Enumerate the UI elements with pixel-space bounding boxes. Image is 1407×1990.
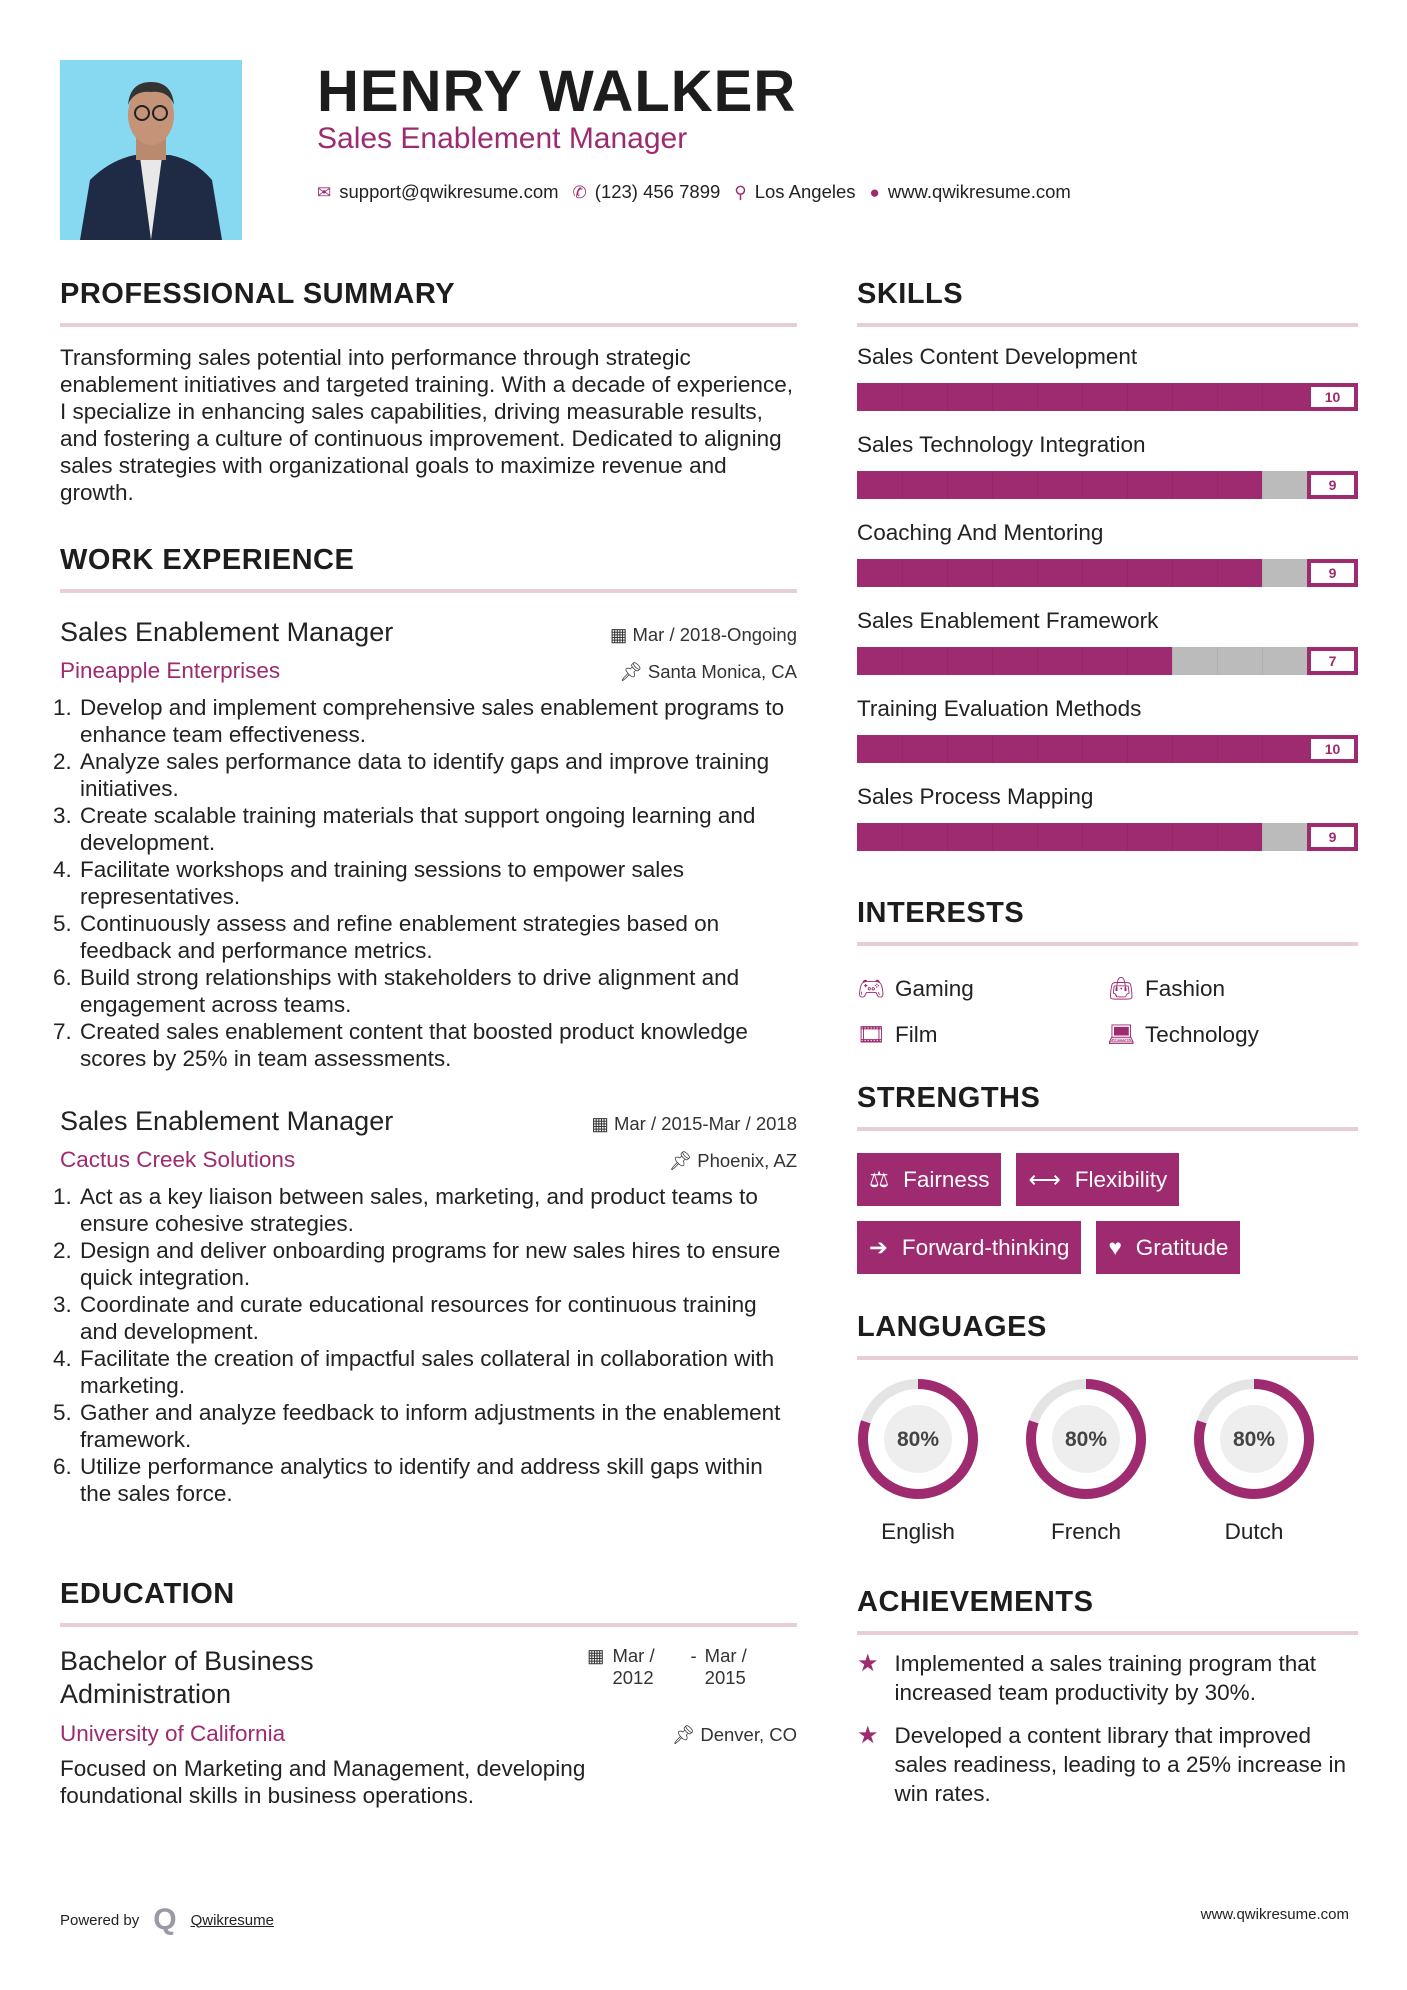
skill-fill (857, 559, 1262, 587)
skill-item (857, 605, 1358, 693)
duty-item: 4. Facilitate workshops and training sessions to empower sales representatives. (78, 856, 797, 910)
bar-segment (1217, 823, 1218, 851)
envelope-icon: ✉ (317, 183, 332, 202)
skill-track (857, 823, 1307, 851)
pin-icon: 📌︎ (668, 1150, 698, 1171)
divider (857, 323, 1358, 327)
bar-segment (992, 647, 993, 675)
skill-name: Coaching And Mentoring (857, 520, 1104, 545)
interest-item (1107, 966, 1357, 1012)
skill-name: Sales Content Development (857, 344, 1138, 369)
bar-segment (1082, 823, 1083, 851)
shooting-star-icon: ★ (857, 1650, 879, 1677)
bar-segment (1262, 823, 1263, 851)
bar-segment (1127, 559, 1128, 587)
bar-segment (947, 735, 948, 763)
location-text: Santa Monica, CA (647, 661, 797, 682)
bar-segment (1127, 823, 1128, 851)
skill-bar (857, 559, 1358, 587)
bar-segment (902, 471, 903, 499)
duty-item: 1. Act as a key liaison between sales, marketing, and product teams to ensure cohesive strategies. (78, 1183, 797, 1237)
duty-item: 6. Utilize performance analytics to identify and address skill gaps within the sales force. (78, 1453, 797, 1507)
duty-item: 7. Created sales enablement content that boosted product knowledge scores by 25% in team assessments. (78, 1018, 797, 1072)
bar-segment (1037, 383, 1038, 411)
phone-icon: ✆ (572, 183, 587, 202)
map-pin-icon: ⚲ (734, 183, 747, 202)
skill-bar (857, 823, 1358, 851)
skill-name: Sales Technology Integration (857, 432, 1146, 457)
bar-segment (1217, 647, 1218, 675)
school-name: University of California (60, 1721, 286, 1746)
bar-segment (1217, 735, 1218, 763)
skill-bar (857, 647, 1358, 675)
achievement-item (857, 1649, 1358, 1707)
language-donut (857, 1378, 979, 1500)
bar-segment (1082, 735, 1083, 763)
divider (857, 942, 1358, 946)
bar-segment (1172, 471, 1173, 499)
language-name: Dutch (1224, 1519, 1284, 1544)
arrows-horizontal-icon: ⟷ (1028, 1166, 1061, 1192)
section-heading: ACHIEVEMENTS (857, 1586, 1094, 1618)
job-title: Sales Enablement Manager (60, 617, 394, 647)
language-name: French (1050, 1519, 1122, 1544)
contact-text: Los Angeles (754, 181, 856, 202)
qwikresume-link[interactable]: Qwikresume (190, 1911, 274, 1929)
duty-item: 3. Coordinate and curate educational resources for continuous training and development. (78, 1291, 797, 1345)
skill-item (857, 341, 1358, 429)
skill-value: 10 (1307, 735, 1358, 763)
laptop-icon: 💻︎ (1107, 1022, 1136, 1047)
duty-item: 2. Analyze sales performance data to identify gaps and improve training initiatives. (78, 748, 797, 802)
strength-chip (1096, 1221, 1240, 1274)
language-item (1193, 1378, 1315, 1545)
summary-text: Transforming sales potential into performance through strategic enablement initiatives and targeted training. With a decade of experience, I specialize in enhancing sales capabilities, driving measurable results, and fostering a culture of continuous improvement. Dedicated to aligning sales strategies with organizational goals to maximize revenue and growth. (60, 345, 793, 505)
company-name: Cactus Creek Solutions (60, 1147, 296, 1172)
bar-segment (1037, 471, 1038, 499)
skill-name: Sales Enablement Framework (857, 608, 1159, 633)
bar-segment (1172, 383, 1173, 411)
bar-segment (1082, 559, 1083, 587)
bar-segment (1037, 823, 1038, 851)
bar-segment (992, 471, 993, 499)
interest-label: Fashion (1145, 976, 1226, 1001)
gamepad-icon: 🎮︎ (857, 976, 886, 1001)
bar-segment (1037, 735, 1038, 763)
bar-segment (947, 471, 948, 499)
skill-fill (857, 647, 1172, 675)
date-text: Mar / 2018-Ongoing (632, 624, 797, 645)
qwikresume-logo-icon: Q (153, 1903, 177, 1936)
date-text: Mar / 2015-Mar / 2018 (613, 1113, 797, 1134)
bar-segment (1262, 647, 1263, 675)
bar-segment (1217, 383, 1218, 411)
bar-segment (1127, 647, 1128, 675)
interest-item (857, 966, 1107, 1012)
skill-item (857, 693, 1358, 781)
skill-value: 9 (1307, 471, 1358, 499)
bar-segment (1262, 471, 1263, 499)
interest-label: Film (895, 1022, 938, 1047)
skill-value: 9 (1307, 559, 1358, 587)
strength-label: Gratitude (1135, 1234, 1229, 1260)
bar-segment (947, 559, 948, 587)
shooting-star-icon: ★ (857, 1722, 879, 1749)
job-date (610, 624, 797, 646)
work-section (60, 544, 797, 1507)
duty-item: 6. Build strong relationships with stakeholders to drive alignment and engagement across teams. (78, 964, 797, 1018)
language-item (1025, 1378, 1147, 1545)
job-duties (60, 694, 797, 1072)
section-heading: INTERESTS (857, 897, 1025, 929)
powered-by-label: Powered by (60, 1911, 140, 1929)
skill-item (857, 781, 1358, 869)
profile-photo (60, 60, 242, 240)
bar-segment (1172, 559, 1173, 587)
languages-section (857, 1311, 1358, 1545)
skill-track (857, 735, 1307, 763)
skill-bar (857, 383, 1358, 411)
language-percent: 80% (1232, 1428, 1276, 1451)
language-item (857, 1378, 979, 1545)
calendar-icon: ▦ (587, 1645, 605, 1666)
bar-segment (992, 823, 993, 851)
bar-segment (1172, 647, 1173, 675)
language-name: English (881, 1519, 955, 1544)
skill-track (857, 647, 1307, 675)
job-entry (60, 617, 797, 1072)
contact-item[interactable] (870, 181, 1071, 203)
strength-chip (857, 1153, 1001, 1206)
footer-website[interactable]: www.qwikresume.com (1200, 1906, 1349, 1923)
contact-list (317, 181, 1071, 203)
bar-segment (1262, 383, 1263, 411)
contact-item[interactable] (317, 181, 559, 203)
bar-segment (1037, 647, 1038, 675)
skill-item (857, 429, 1358, 517)
bar-segment (902, 735, 903, 763)
interests-section (857, 897, 1358, 1058)
skill-item (857, 517, 1358, 605)
language-donut (1193, 1378, 1315, 1500)
candidate-name: HENRY WALKER (317, 59, 797, 124)
achievement-text: Implemented a sales training program that increased team productivity by 30%. (894, 1651, 1316, 1705)
bar-segment (992, 559, 993, 587)
calendar-icon: ▦ (609, 624, 633, 645)
skill-fill (857, 823, 1262, 851)
company-name: Pineapple Enterprises (60, 658, 281, 683)
job-entry (60, 1106, 797, 1507)
divider (857, 1127, 1358, 1131)
skill-name: Sales Process Mapping (857, 784, 1094, 809)
duty-item: 4. Facilitate the creation of impactful sales collateral in collaboration with marketing. (78, 1345, 797, 1399)
skill-value: 9 (1307, 823, 1358, 851)
divider (60, 1623, 797, 1627)
contact-text: (123) 456 7899 (594, 181, 721, 202)
bar-segment (947, 383, 948, 411)
bar-segment (1262, 735, 1263, 763)
skill-bar (857, 735, 1358, 763)
bar-segment (947, 823, 948, 851)
section-heading: WORK EXPERIENCE (60, 544, 355, 576)
bar-segment (1127, 735, 1128, 763)
shopping-bag-icon: 👜︎ (1107, 976, 1136, 1001)
duty-item: 5. Continuously assess and refine enablement strategies based on feedback and performance metrics. (78, 910, 797, 964)
bar-segment (1127, 471, 1128, 499)
heart-icon: ♥ (1108, 1234, 1122, 1260)
end-date: Mar / 2015 (704, 1645, 747, 1688)
skill-track (857, 383, 1307, 411)
achievement-text: Developed a content library that improved sales readiness, leading to a 25% increase in win rates. (894, 1723, 1347, 1806)
balance-scale-icon: ⚖ (869, 1166, 890, 1192)
strengths-section (857, 1082, 1358, 1274)
section-heading: LANGUAGES (857, 1311, 1047, 1343)
divider (857, 1631, 1358, 1635)
bar-segment (1082, 471, 1083, 499)
bar-segment (902, 647, 903, 675)
skill-track (857, 559, 1307, 587)
divider (60, 323, 797, 327)
pin-icon: 📌︎ (671, 1724, 701, 1745)
strength-label: Fairness (903, 1166, 990, 1192)
contact-text: support@qwikresume.com (339, 181, 559, 202)
bar-segment (1262, 559, 1263, 587)
skill-bar (857, 471, 1358, 499)
bar-segment (947, 647, 948, 675)
bar-segment (902, 559, 903, 587)
interest-item (1107, 1012, 1357, 1058)
achievements-section (857, 1586, 1358, 1808)
film-icon: 🎞︎ (857, 1022, 886, 1047)
bar-segment (1082, 383, 1083, 411)
divider (857, 1356, 1358, 1360)
job-location (619, 661, 797, 683)
contact-item[interactable] (734, 181, 855, 203)
skill-value: 7 (1307, 647, 1358, 675)
bar-segment (1172, 823, 1173, 851)
bar-segment (1217, 559, 1218, 587)
education-dates: ▦ Mar / 2012 - Mar / 2015 (587, 1645, 797, 1711)
duty-item: 5. Gather and analyze feedback to inform adjustments in the enablement framework. (78, 1399, 797, 1453)
bar-segment (992, 383, 993, 411)
globe-icon: ● (869, 183, 880, 202)
candidate-role: Sales Enablement Manager (317, 122, 688, 155)
skill-name: Training Evaluation Methods (857, 696, 1142, 721)
calendar-icon: ▦ (591, 1113, 614, 1134)
interest-label: Gaming (895, 976, 974, 1001)
bar-segment (1082, 647, 1083, 675)
interest-label: Technology (1145, 1022, 1259, 1047)
skill-value: 10 (1307, 383, 1358, 411)
section-heading: STRENGTHS (857, 1082, 1041, 1114)
strength-label: Forward-thinking (901, 1234, 1070, 1260)
bar-segment (1172, 735, 1173, 763)
education-section (60, 1578, 797, 1809)
skills-section (857, 278, 1358, 869)
contact-text: www.qwikresume.com (887, 181, 1071, 202)
language-donut (1025, 1378, 1147, 1500)
bar-segment (992, 735, 993, 763)
job-duties (60, 1183, 797, 1507)
bar-segment (902, 823, 903, 851)
section-heading: EDUCATION (60, 1578, 235, 1610)
education-location: Denver, CO (700, 1724, 797, 1745)
divider (60, 589, 797, 593)
arrow-right-icon: ➔ (869, 1234, 888, 1260)
section-heading: SKILLS (857, 278, 964, 310)
strength-label: Flexibility (1074, 1166, 1168, 1192)
start-date: Mar / 2012 (612, 1645, 655, 1688)
skill-track (857, 471, 1307, 499)
achievement-item (857, 1721, 1358, 1808)
contact-item[interactable] (573, 181, 721, 203)
degree-title: Bachelor of Business Administration (60, 1646, 314, 1709)
bar-segment (1037, 559, 1038, 587)
education-description: Focused on Marketing and Management, developing foundational skills in business operations. (60, 1756, 586, 1808)
bar-segment (1217, 471, 1218, 499)
job-location (669, 1150, 797, 1172)
summary-section (60, 278, 797, 506)
job-title: Sales Enablement Manager (60, 1106, 394, 1136)
bar-segment (902, 383, 903, 411)
duty-item: 2. Design and deliver onboarding programs for new sales hires to ensure quick integration. (78, 1237, 797, 1291)
location-text: Phoenix, AZ (697, 1150, 797, 1171)
skill-fill (857, 471, 1262, 499)
section-heading: PROFESSIONAL SUMMARY (60, 278, 456, 310)
pin-icon: 📌︎ (619, 661, 648, 682)
duty-item: 3. Create scalable training materials that support ongoing learning and development. (78, 802, 797, 856)
bar-segment (1127, 383, 1128, 411)
job-date (591, 1113, 797, 1135)
language-percent: 80% (1064, 1428, 1108, 1451)
strength-chip (857, 1221, 1081, 1274)
duty-item: 1. Develop and implement comprehensive sales enablement programs to enhance team effectiveness. (78, 694, 797, 748)
interest-item (857, 1012, 1107, 1058)
footer-powered (60, 1903, 274, 1937)
language-percent: 80% (896, 1428, 940, 1451)
strength-chip (1016, 1153, 1179, 1206)
